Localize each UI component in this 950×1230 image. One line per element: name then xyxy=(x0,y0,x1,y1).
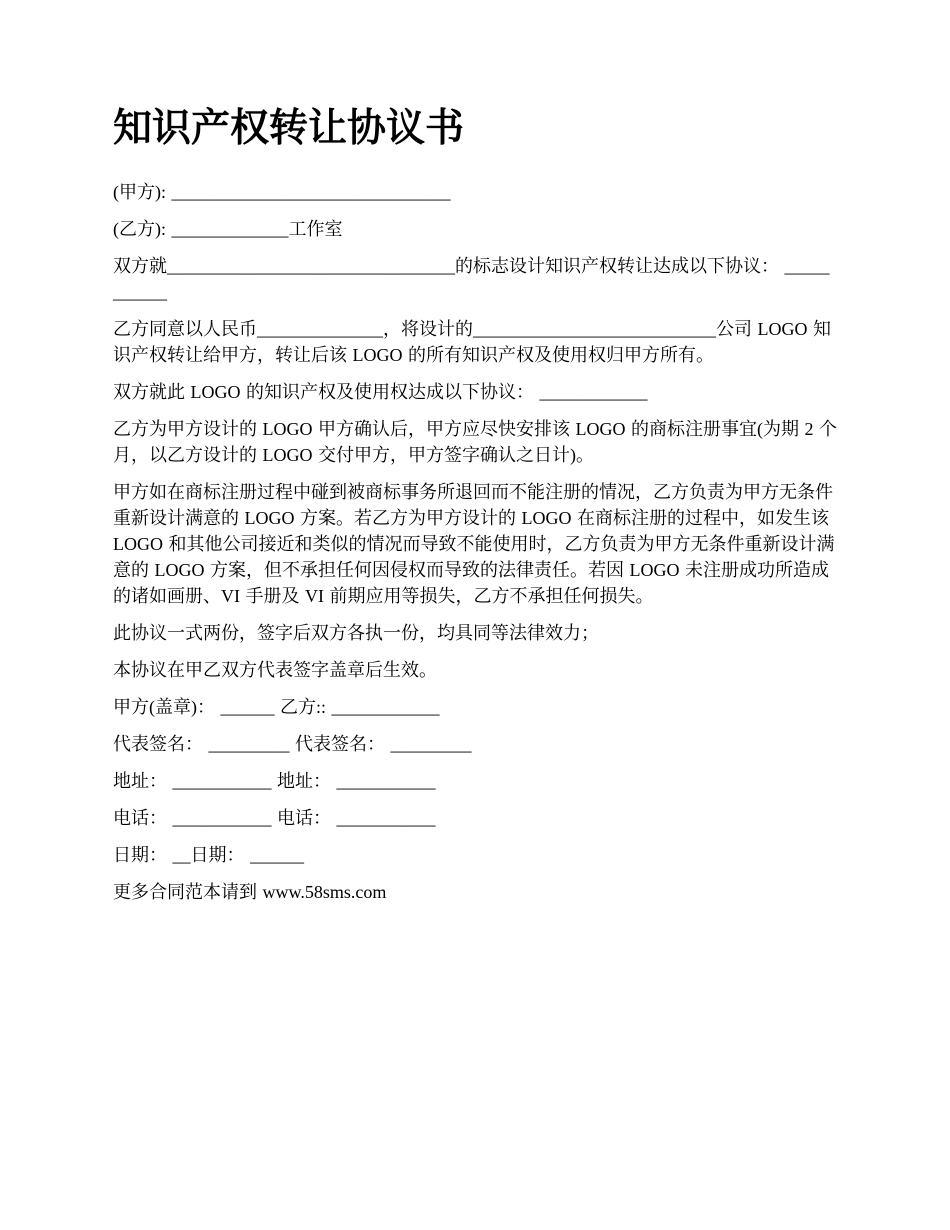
phone-line: 电话： ___________ 电话： ___________ xyxy=(113,808,436,828)
address-line: 地址： ___________ 地址： ___________ xyxy=(113,771,436,791)
party-b-line: (乙方): _____________工作室 xyxy=(113,219,343,239)
representative-signature-line: 代表签名： _________ 代表签名： _________ xyxy=(113,734,472,754)
logo-rights-agreement-line: 双方就此 LOGO 的知识产权及使用权达成以下协议： ____________ xyxy=(113,382,648,402)
document-title: 知识产权转让协议书 xyxy=(113,107,465,150)
trademark-registration-paragraph: 乙方为甲方设计的 LOGO 甲方确认后，甲方应尽快安排该 LOGO 的商标注册事宜(为期 2 个月，以乙方设计的 LOGO 交付甲方，甲方签字确认之日计)。 xyxy=(113,419,837,465)
party-a-line: (甲方): _______________________________ xyxy=(113,182,451,202)
liability-paragraph: 甲方如在商标注册过程中碰到被商标事务所退回而不能注册的情况，乙方负责为甲方无条件重新设计满意的 LOGO 方案。若乙方为甲方设计的 LOGO 在商标注册的过程中，如发生该 LOGO 和其他公司接近和类似的情况而导致不能使用时，乙方负责为甲方无条件重新设计满意的 LOGO 方案，但不承担任何因侵权而导致的法律责任。若因 LOGO 未注册成功所造成的诸如画册、VI 手册及 VI 前期应用等损失，乙方不承担任何损失。 xyxy=(113,482,835,606)
price-transfer-paragraph: 乙方同意以人民币______________，将设计的___________________________公司 LOGO 知识产权转让给甲方，转让后该 LOGO 的所有知识产权及使用权归甲方所有。 xyxy=(113,319,831,365)
seal-signature-line: 甲方(盖章)： ______ 乙方:: ____________ xyxy=(113,697,440,717)
footer-note: 更多合同范本请到 www.58sms.com xyxy=(113,882,387,902)
agreement-scope-line: 双方就________________________________的标志设计知识产权转让达成以下协议： ___________ xyxy=(113,256,830,302)
date-line: 日期： __日期： ______ xyxy=(113,845,304,865)
copies-clause-line: 此协议一式两份，签字后双方各执一份，均具同等法律效力； xyxy=(113,623,599,643)
effective-clause-line: 本协议在甲乙双方代表签字盖章后生效。 xyxy=(113,660,437,680)
